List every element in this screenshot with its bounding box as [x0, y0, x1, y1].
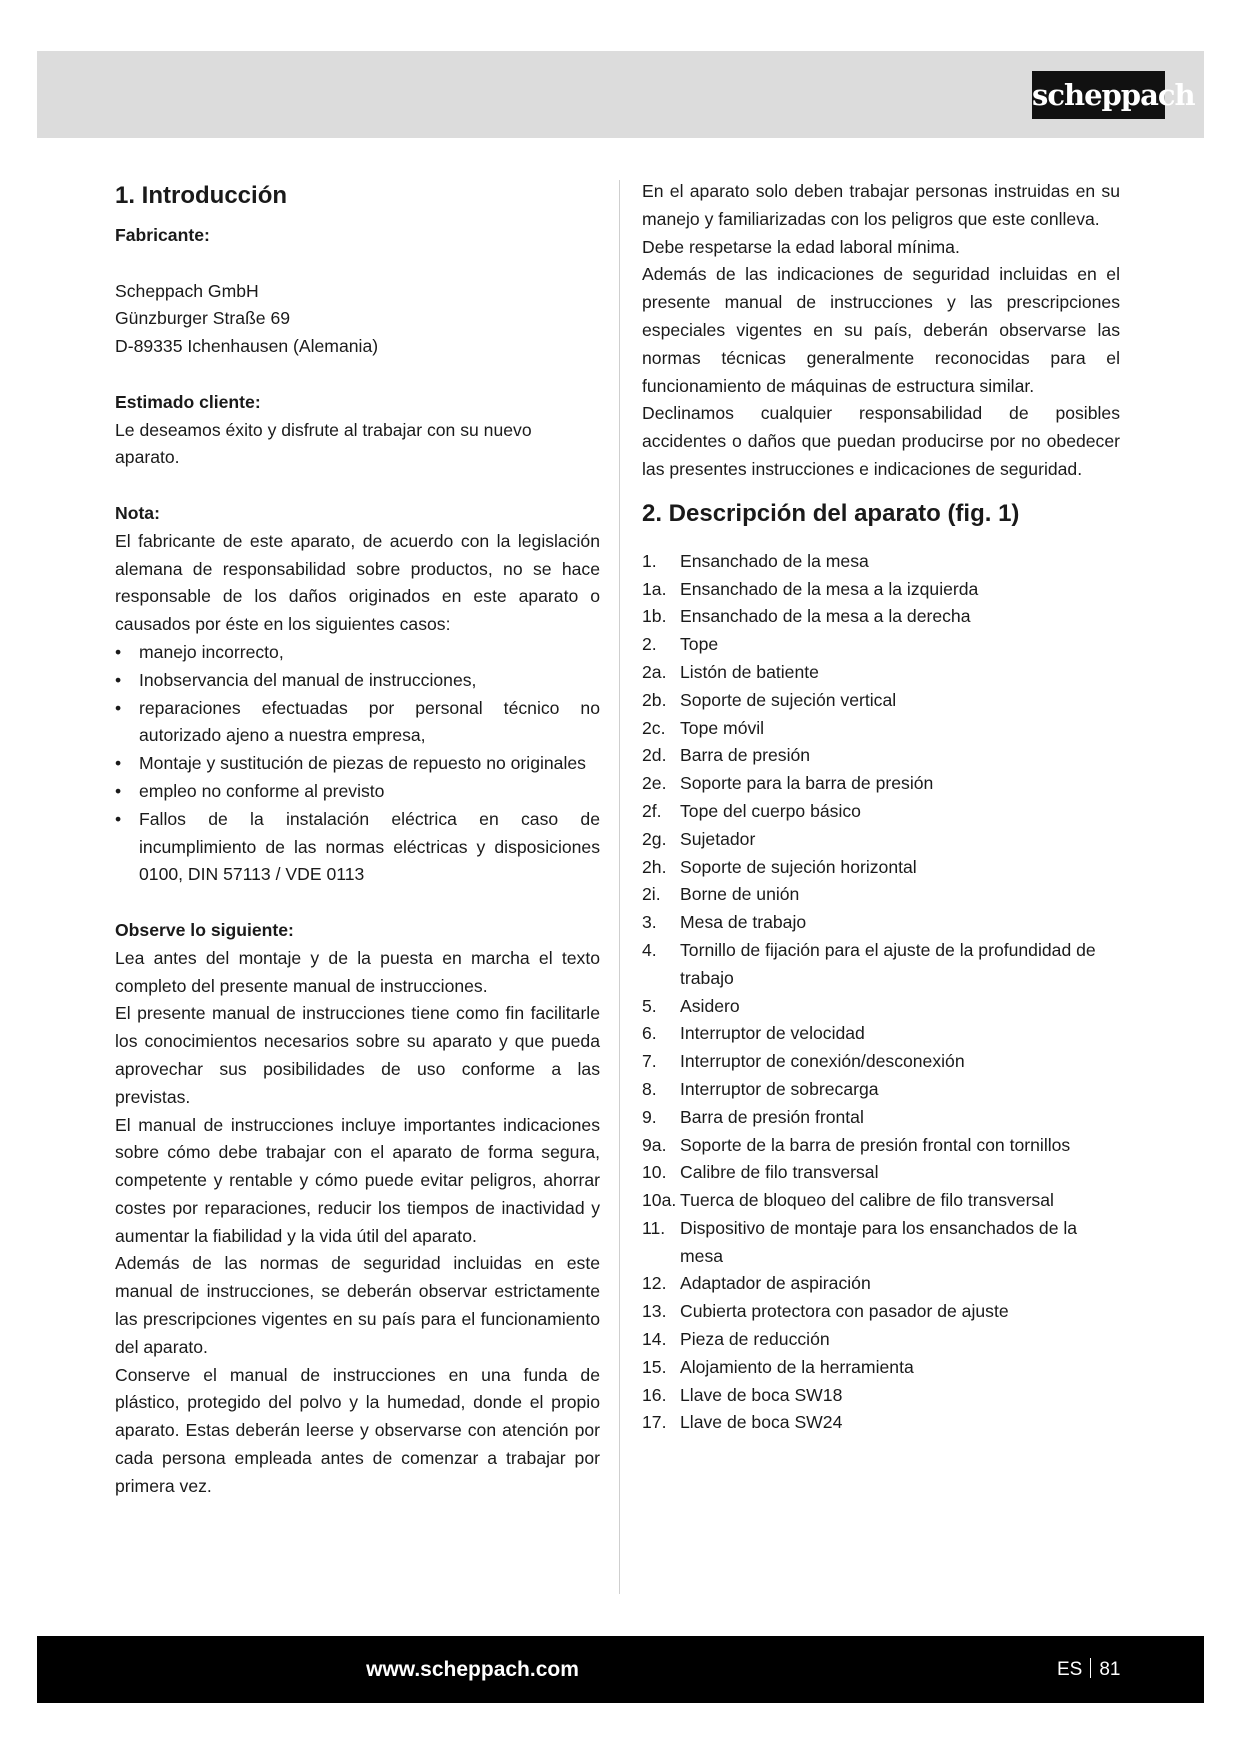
list-item	[642, 1020, 1120, 1048]
parts-list	[642, 548, 1120, 1438]
list-item	[642, 687, 1120, 715]
note-label: Nota:	[115, 502, 160, 523]
part-number: 3.	[642, 912, 657, 933]
part-label: Interruptor de sobrecarga	[680, 1078, 879, 1099]
list-item: • Fallos de la instalación eléctrica en caso de incumplimiento de las normas eléctricas y disposiciones 0100, DIN 57113 / VDE 0113	[115, 806, 600, 889]
part-label: Dispositivo de montaje para los ensanchados de la mesa	[680, 1217, 1078, 1266]
part-number: 2b.	[642, 689, 667, 710]
part-label: Ensanchado de la mesa a la izquierda	[680, 578, 979, 599]
list-item	[642, 881, 1120, 909]
part-label: Sujetador	[680, 828, 756, 849]
part-label: Barra de presión	[680, 745, 811, 766]
observe-paragraph: El manual de instrucciones incluye importantes indicaciones sobre cómo debe trabajar con el aparato de forma segura, competente y rentable y cómo puede evitar peligros, ahorrar costes por reparaciones, reducir los tiempos de inactividad y aumentar la fiabilidad y la vida útil del aparato.	[115, 1114, 600, 1246]
list-item	[642, 1132, 1120, 1160]
part-number: 2.	[642, 634, 657, 655]
right-column	[642, 178, 1120, 1437]
page-number-value: 81	[1099, 1659, 1121, 1680]
part-label: Calibre de filo transversal	[680, 1162, 879, 1183]
part-label: Pieza de reducción	[680, 1329, 830, 1350]
list-item	[642, 1048, 1120, 1076]
intro-paragraph: Declinamos cualquier responsabilidad de posibles accidentes o daños que puedan producirse por no obedecer las presentes instrucciones e indicaciones de seguridad.	[642, 403, 1120, 479]
footer-url-link[interactable]: www.scheppach.com	[366, 1658, 579, 1681]
list-item	[642, 1076, 1120, 1104]
part-number: 12.	[642, 1273, 667, 1294]
section-2-title: 2. Descripción del aparato (fig. 1)	[642, 499, 1020, 527]
customer-text: Le deseamos éxito y disfrute al trabajar con su nuevo aparato.	[115, 419, 532, 468]
page-separator	[1090, 1658, 1091, 1678]
part-number: 2g.	[642, 828, 667, 849]
list-item	[642, 993, 1120, 1021]
list-item	[642, 742, 1120, 770]
part-number: 2f.	[642, 800, 662, 821]
list-item: • manejo incorrecto,	[115, 639, 600, 667]
page-footer	[37, 1636, 1204, 1703]
list-item	[642, 631, 1120, 659]
part-label: Tope del cuerpo básico	[680, 800, 861, 821]
list-item	[642, 1104, 1120, 1132]
part-number: 1.	[642, 550, 657, 571]
list-item	[642, 1354, 1120, 1382]
part-number: 17.	[642, 1412, 667, 1433]
part-label: Llave de boca SW18	[680, 1384, 843, 1405]
part-number: 9.	[642, 1106, 657, 1127]
part-label: Interruptor de conexión/desconexión	[680, 1051, 965, 1072]
observe-paragraph: Conserve el manual de instrucciones en una funda de plástico, protegido del polvo y la humedad, donde el propio aparato. Estas deberán leerse y observarse con atención por cada persona empleada antes de comenzar a trabajar por primera vez.	[115, 1364, 600, 1496]
list-item	[642, 1270, 1120, 1298]
part-number: 13.	[642, 1301, 667, 1322]
list-item	[642, 1215, 1120, 1271]
list-item	[642, 1382, 1120, 1410]
list-item	[642, 1187, 1120, 1215]
list-item	[642, 1159, 1120, 1187]
part-label: Borne de unión	[680, 884, 800, 905]
observe-paragraph: El presente manual de instrucciones tiene como fin facilitarle los conocimientos necesarios sobre su aparato y que pueda aprovechar sus posibilidades de uso conforme a las previstas.	[115, 1003, 600, 1107]
observe-paragraph: Además de las normas de seguridad incluidas en este manual de instrucciones, se deberán observar estrictamente las prescripciones vigentes en su país para el funcionamiento del aparato.	[115, 1253, 600, 1357]
part-number: 2h.	[642, 856, 667, 877]
list-item	[642, 909, 1120, 937]
list-item	[642, 798, 1120, 826]
list-item	[642, 659, 1120, 687]
part-label: Listón de batiente	[680, 661, 819, 682]
part-label: Soporte para la barra de presión	[680, 773, 934, 794]
part-number: 2a.	[642, 661, 667, 682]
list-item	[642, 854, 1120, 882]
column-divider	[619, 180, 620, 1594]
list-item	[642, 770, 1120, 798]
part-label: Tope móvil	[680, 717, 765, 738]
part-number: 9a.	[642, 1134, 667, 1155]
part-label: Adaptador de aspiración	[680, 1273, 871, 1294]
part-label: Tope	[680, 634, 719, 655]
left-column	[115, 178, 600, 1501]
part-number: 1b.	[642, 606, 667, 627]
part-number: 7.	[642, 1051, 657, 1072]
part-label: Asidero	[680, 995, 740, 1016]
part-label: Soporte de la barra de presión frontal con tornillos	[680, 1134, 1071, 1155]
part-number: 10.	[642, 1162, 667, 1183]
part-label: Tuerca de bloqueo del calibre de filo transversal	[680, 1190, 1054, 1211]
part-number: 1a.	[642, 578, 667, 599]
intro-paragraph: Además de las indicaciones de seguridad incluidas en el presente manual de instrucciones y las prescripciones especiales vigentes en su país, deberán observarse las normas técnicas generalmente reconocidas para el funcionamiento de máquinas de estructura similar.	[642, 264, 1120, 396]
part-label: Mesa de trabajo	[680, 912, 807, 933]
list-item	[642, 1298, 1120, 1326]
part-number: 2i.	[642, 884, 661, 905]
part-number: 15.	[642, 1356, 667, 1377]
intro-paragraph: Debe respetarse la edad laboral mínima.	[642, 236, 960, 257]
list-item	[642, 548, 1120, 576]
list-item: • reparaciones efectuadas por personal técnico no autorizado ajeno a nuestra empresa,	[115, 695, 600, 751]
list-item	[642, 937, 1120, 993]
part-number: 8.	[642, 1078, 657, 1099]
part-number: 10a.	[642, 1190, 677, 1211]
part-number: 2d.	[642, 745, 667, 766]
list-item: • Montaje y sustitución de piezas de repuesto no originales	[115, 750, 600, 778]
list-item	[642, 715, 1120, 743]
part-label: Ensanchado de la mesa a la derecha	[680, 606, 971, 627]
list-item	[642, 1409, 1120, 1437]
list-item	[642, 826, 1120, 854]
list-item	[642, 603, 1120, 631]
part-number: 14.	[642, 1329, 667, 1350]
part-number: 2c.	[642, 717, 666, 738]
part-number: 5.	[642, 995, 657, 1016]
page-number	[1057, 1636, 1121, 1703]
language-code: ES	[1057, 1659, 1083, 1680]
part-label: Cubierta protectora con pasador de ajuste	[680, 1301, 1009, 1322]
intro-paragraph: En el aparato solo deben trabajar personas instruidas en su manejo y familiarizadas con los peligros que este conlleva.	[642, 181, 1120, 229]
observe-label: Observe lo siguiente:	[115, 919, 294, 940]
part-number: 6.	[642, 1023, 657, 1044]
address-line: Scheppach GmbH	[115, 280, 259, 301]
part-label: Interruptor de velocidad	[680, 1023, 865, 1044]
note-text: El fabricante de este aparato, de acuerdo con la legislación alemana de responsabilidad sobre productos, no se hace responsable de los daños originados en este aparato o causados por éste en los siguientes casos:	[115, 530, 600, 635]
part-number: 2e.	[642, 773, 667, 794]
part-label: Alojamiento de la herramienta	[680, 1356, 914, 1377]
list-item	[642, 576, 1120, 604]
part-number: 16.	[642, 1384, 667, 1405]
note-bullet-list	[115, 639, 600, 889]
part-label: Soporte de sujeción horizontal	[680, 856, 917, 877]
part-label: Barra de presión frontal	[680, 1106, 864, 1127]
list-item: • empleo no conforme al previsto	[115, 778, 600, 806]
part-label: Ensanchado de la mesa	[680, 550, 869, 571]
part-label: Tornillo de fijación para el ajuste de la profundidad de trabajo	[680, 939, 1096, 988]
part-number: 4.	[642, 939, 657, 960]
observe-paragraph: Lea antes del montaje y de la puesta en marcha el texto completo del presente manual de instrucciones.	[115, 947, 600, 996]
address-line: D-89335 Ichenhausen (Alemania)	[115, 336, 379, 357]
address-line: Günzburger Straße 69	[115, 308, 291, 329]
list-item	[642, 1326, 1120, 1354]
page-header-band	[37, 51, 1204, 138]
manufacturer-label: Fabricante:	[115, 225, 210, 245]
part-label: Soporte de sujeción vertical	[680, 689, 897, 710]
list-item: • Inobservancia del manual de instrucciones,	[115, 667, 600, 695]
part-label: Llave de boca SW24	[680, 1412, 843, 1433]
customer-label: Estimado cliente:	[115, 391, 261, 412]
scheppach-logo: scheppach	[1032, 71, 1165, 119]
part-number: 11.	[642, 1217, 666, 1238]
section-1-title: 1. Introducción	[115, 182, 288, 209]
